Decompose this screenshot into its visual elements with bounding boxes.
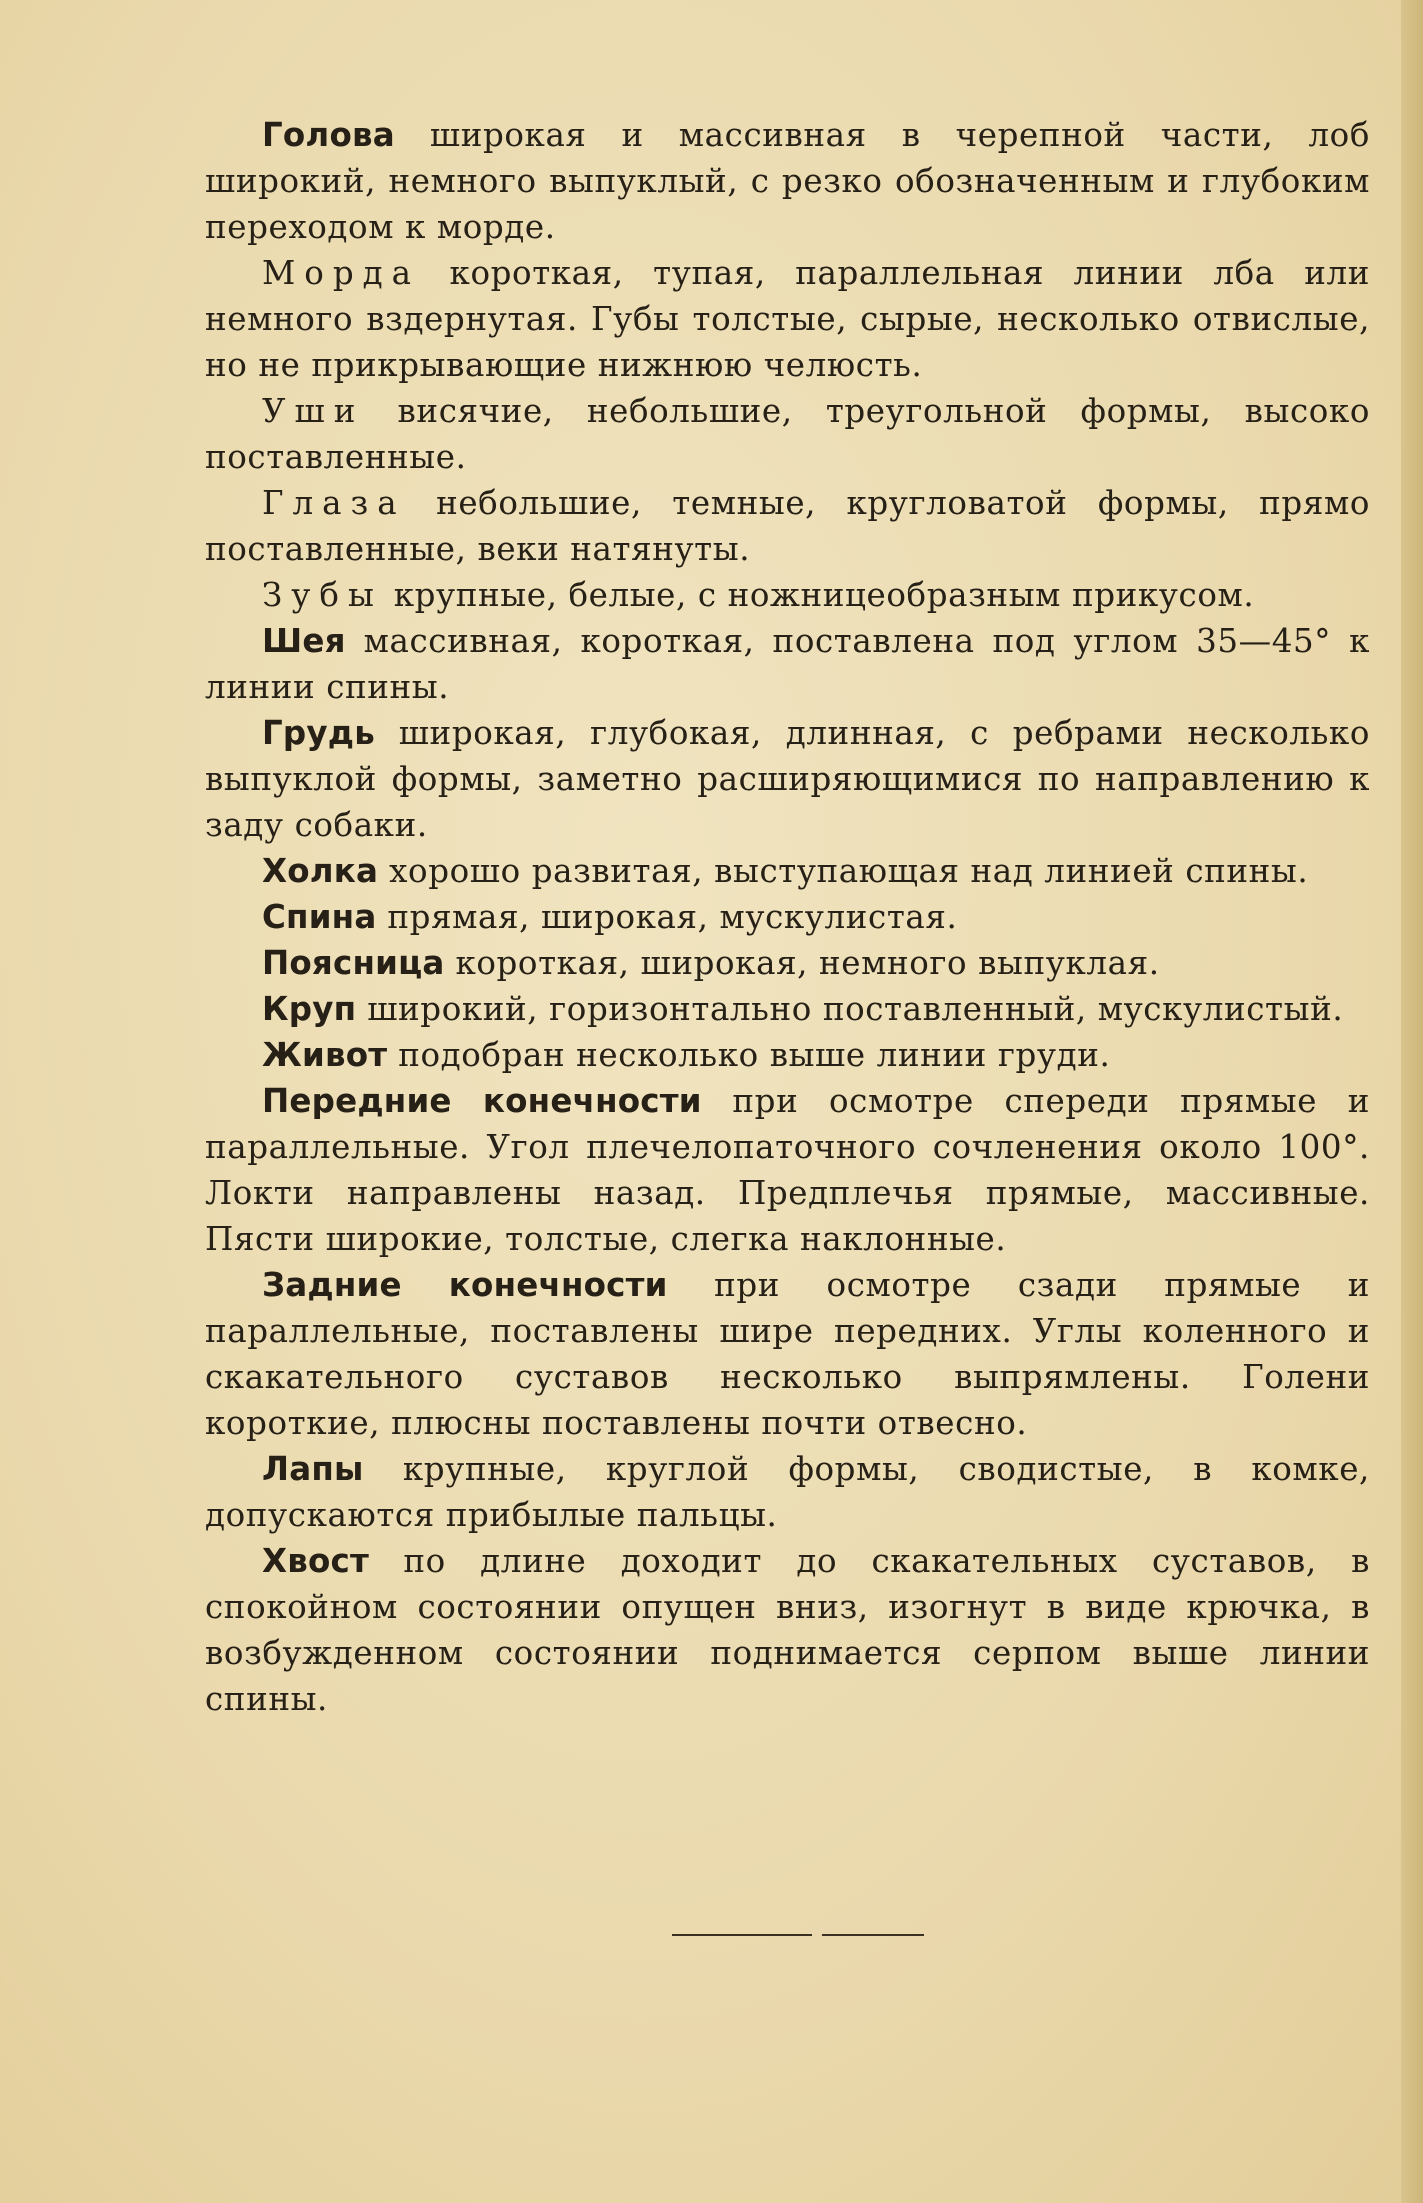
paragraph-forelimbs	[205, 1078, 1370, 1262]
term-chest: Грудь	[262, 714, 375, 752]
term-belly: Живот	[262, 1036, 388, 1074]
paragraph-hindlimbs	[205, 1262, 1370, 1446]
term-croup: Круп	[262, 990, 357, 1028]
text-loin: короткая, широкая, немного выпуклая.	[444, 944, 1160, 982]
term-teeth: Зубы	[262, 576, 383, 614]
paragraph-muzzle	[205, 250, 1370, 388]
term-muzzle: Морда	[262, 254, 421, 292]
term-neck: Шея	[262, 622, 346, 660]
text-muzzle: короткая, тупая, параллельная линии лба или немного вздернутая. Губы толстые, сырые, несколько отвислые, но не прикрывающие нижнюю челюсть.	[205, 254, 1370, 384]
breed-standard-text	[205, 112, 1370, 1722]
paragraph-paws	[205, 1446, 1370, 1538]
text-head: широкая и массивная в черепной части, лоб широкий, немного выпуклый, с резко обозначенным и глубоким переходом к морде.	[205, 116, 1370, 246]
paragraph-back	[205, 894, 1370, 940]
term-back: Спина	[262, 898, 377, 936]
text-neck: массивная, короткая, поставлена под углом 35—45° к линии спины.	[205, 622, 1370, 706]
term-tail: Хвост	[262, 1542, 370, 1580]
paragraph-ears	[205, 388, 1370, 480]
paragraph-head	[205, 112, 1370, 250]
text-ears: висячие, небольшие, треугольной формы, высоко поставленные.	[205, 392, 1370, 476]
text-forelimbs: при осмотре спереди прямые и параллельные. Угол плечелопаточного сочленения около 100°. Локти направлены назад. Предплечья прямые, массивные. Пясти широкие, толстые, слегка наклонные.	[205, 1082, 1370, 1258]
paragraph-chest	[205, 710, 1370, 848]
text-teeth: крупные, белые, с ножницеобразным прикусом.	[382, 576, 1255, 614]
text-back: прямая, широкая, мускулистая.	[376, 898, 958, 936]
paragraph-belly	[205, 1032, 1370, 1078]
end-rule-right	[822, 1934, 924, 1936]
page-edge	[1401, 0, 1423, 2203]
paragraph-croup	[205, 986, 1370, 1032]
term-eyes: Глаза	[262, 484, 406, 522]
text-hindlimbs: при осмотре сзади прямые и параллельные, поставлены шире передних. Углы коленного и скакательного суставов несколько выпрямлены. Голени короткие, плюсны поставлены почти отвесно.	[205, 1266, 1370, 1442]
paragraph-neck	[205, 618, 1370, 710]
text-eyes: небольшие, темные, кругловатой формы, прямо поставленные, веки натянуты.	[205, 484, 1370, 568]
paragraph-loin	[205, 940, 1370, 986]
term-withers: Холка	[262, 852, 379, 890]
term-forelimbs: Передние конечности	[262, 1082, 702, 1120]
term-paws: Лапы	[262, 1450, 364, 1488]
term-hindlimbs: Задние конечности	[262, 1266, 668, 1304]
paragraph-eyes	[205, 480, 1370, 572]
text-tail: по длине доходит до скакательных суставов, в спокойном состоянии опущен вниз, изогнут в виде крючка, в возбужденном состоянии поднимается серпом выше линии спины.	[205, 1542, 1370, 1718]
term-ears: Уши	[262, 392, 365, 430]
text-croup: широкий, горизонтально поставленный, мускулистый.	[356, 990, 1344, 1028]
text-withers: хорошо развитая, выступающая над линией спины.	[378, 852, 1309, 890]
paragraph-withers	[205, 848, 1370, 894]
paragraph-tail	[205, 1538, 1370, 1722]
term-head: Голова	[262, 116, 395, 154]
paragraph-teeth	[205, 572, 1370, 618]
text-paws: крупные, круглой формы, сводистые, в комке, допускаются прибылые пальцы.	[205, 1450, 1370, 1534]
text-belly: подобран несколько выше линии груди.	[387, 1036, 1111, 1074]
end-rule-left	[672, 1934, 812, 1936]
term-loin: Поясница	[262, 944, 445, 982]
text-chest: широкая, глубокая, длинная, с ребрами несколько выпуклой формы, заметно расширяющимися по направлению к заду собаки.	[205, 714, 1370, 844]
